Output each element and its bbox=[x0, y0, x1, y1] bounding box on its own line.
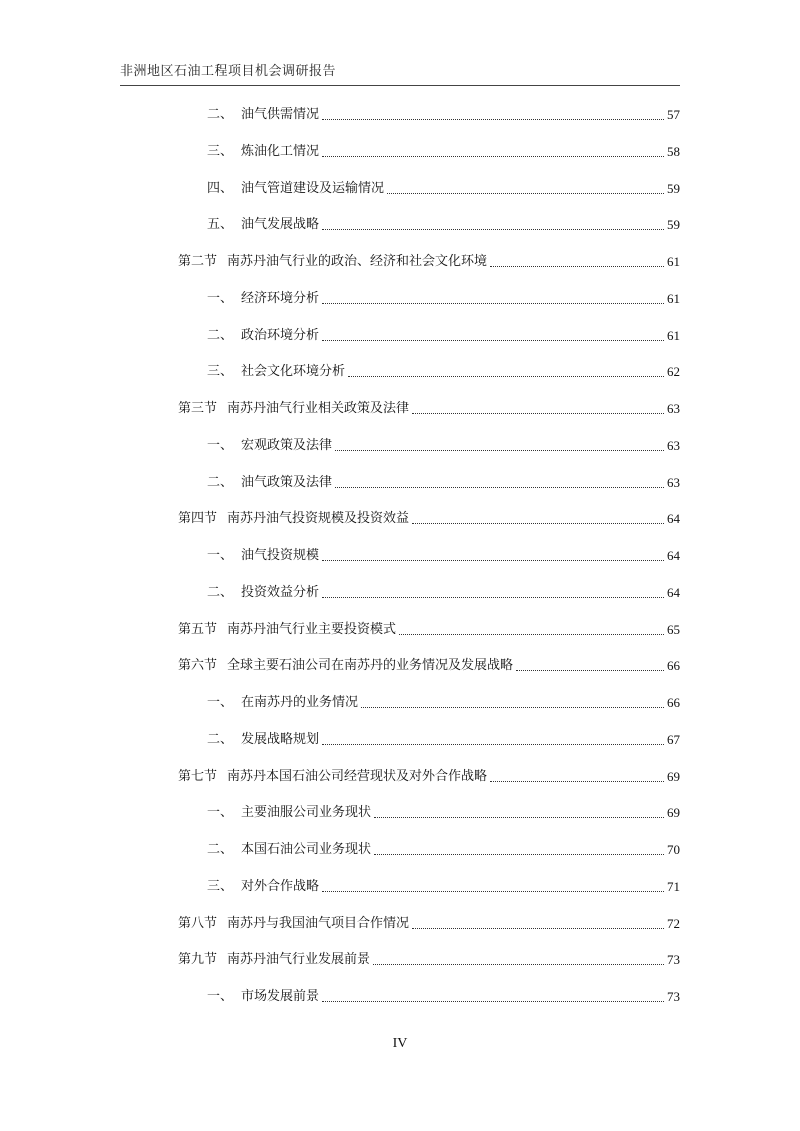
toc-dot-leader bbox=[322, 229, 664, 230]
toc-dot-leader bbox=[387, 193, 664, 194]
toc-entry-page: 59 bbox=[667, 181, 680, 196]
toc-subsection-entry[interactable] bbox=[207, 103, 680, 123]
toc-subsection-entry[interactable] bbox=[207, 691, 680, 711]
toc-subsection-entry[interactable] bbox=[207, 287, 680, 307]
toc-entry-page: 64 bbox=[667, 548, 680, 563]
toc-entry-page: 61 bbox=[667, 254, 680, 269]
toc-entry-number: 二、 bbox=[207, 585, 234, 600]
toc-section-entry[interactable] bbox=[178, 618, 680, 638]
toc-entry-title: 对外合作战略 bbox=[241, 879, 320, 894]
toc-entry-title: 油气管道建设及运输情况 bbox=[241, 181, 385, 196]
toc-entry-number: 一、 bbox=[207, 989, 234, 1004]
toc-section-entry[interactable] bbox=[178, 948, 680, 968]
toc-entry-page: 73 bbox=[667, 952, 680, 967]
toc-entry-title: 南苏丹与我国油气项目合作情况 bbox=[227, 916, 410, 931]
toc-entry-number: 三、 bbox=[207, 144, 234, 159]
toc-dot-leader bbox=[361, 707, 664, 708]
toc-entry-title: 全球主要石油公司在南苏丹的业务情况及发展战略 bbox=[227, 658, 514, 673]
toc-entry-page: 67 bbox=[667, 732, 680, 747]
toc-entry-number: 一、 bbox=[207, 695, 234, 710]
toc-entry-title: 南苏丹油气行业相关政策及法律 bbox=[227, 401, 410, 416]
toc-section-entry[interactable] bbox=[178, 250, 680, 270]
toc-section-entry[interactable] bbox=[178, 397, 680, 417]
toc-entry-title: 南苏丹油气行业发展前景 bbox=[227, 952, 371, 967]
toc-dot-leader bbox=[373, 964, 664, 965]
toc-entry-page: 62 bbox=[667, 364, 680, 379]
toc-entry-number: 第四节 bbox=[178, 511, 218, 526]
toc-entry-page: 63 bbox=[667, 401, 680, 416]
toc-entry-title: 油气发展战略 bbox=[241, 217, 320, 232]
toc-entry-title: 政治环境分析 bbox=[241, 328, 320, 343]
toc-subsection-entry[interactable] bbox=[207, 360, 680, 380]
toc-entry-number: 第九节 bbox=[178, 952, 218, 967]
toc-entry-page: 69 bbox=[667, 769, 680, 784]
toc-entry-number: 第六节 bbox=[178, 658, 218, 673]
toc-dot-leader bbox=[322, 560, 664, 561]
toc-entry-title: 南苏丹本国石油公司经营现状及对外合作战略 bbox=[227, 769, 488, 784]
toc-entry-page: 72 bbox=[667, 916, 680, 931]
toc-entry-number: 二、 bbox=[207, 328, 234, 343]
toc-entry-title: 发展战略规划 bbox=[241, 732, 320, 747]
toc-subsection-entry[interactable] bbox=[207, 544, 680, 564]
toc-entry-number: 二、 bbox=[207, 842, 234, 857]
toc-dot-leader bbox=[322, 340, 664, 341]
toc-entry-number: 二、 bbox=[207, 475, 234, 490]
toc-entry-title: 南苏丹油气行业的政治、经济和社会文化环境 bbox=[227, 254, 488, 269]
toc-entry-page: 65 bbox=[667, 622, 680, 637]
header-rule bbox=[120, 85, 680, 86]
toc-dot-leader bbox=[322, 597, 664, 598]
toc-entry-title: 炼油化工情况 bbox=[241, 144, 320, 159]
toc-entry-page: 69 bbox=[667, 805, 680, 820]
toc-entry-title: 宏观政策及法律 bbox=[241, 438, 333, 453]
toc-entry-page: 70 bbox=[667, 842, 680, 857]
toc-entry-number: 第七节 bbox=[178, 769, 218, 784]
toc-subsection-entry[interactable] bbox=[207, 213, 680, 233]
toc-entry-number: 第五节 bbox=[178, 622, 218, 637]
toc-entry-number: 三、 bbox=[207, 879, 234, 894]
toc-entry-title: 南苏丹油气投资规模及投资效益 bbox=[227, 511, 410, 526]
toc-entry-page: 63 bbox=[667, 475, 680, 490]
toc-dot-leader bbox=[374, 817, 664, 818]
toc-entry-title: 油气供需情况 bbox=[241, 107, 320, 122]
toc-section-entry[interactable] bbox=[178, 507, 680, 527]
toc-entry-page: 66 bbox=[667, 695, 680, 710]
toc-dot-leader bbox=[412, 928, 664, 929]
toc-subsection-entry[interactable] bbox=[207, 140, 680, 160]
toc-entry-page: 63 bbox=[667, 438, 680, 453]
toc-dot-leader bbox=[335, 450, 664, 451]
toc-subsection-entry[interactable] bbox=[207, 471, 680, 491]
toc-entry-number: 三、 bbox=[207, 364, 234, 379]
running-header: 非洲地区石油工程项目机会调研报告 bbox=[120, 64, 337, 79]
toc-section-entry[interactable] bbox=[178, 912, 680, 932]
toc-dot-leader bbox=[399, 634, 664, 635]
toc-dot-leader bbox=[412, 413, 664, 414]
toc-entry-page: 58 bbox=[667, 144, 680, 159]
toc-section-entry[interactable] bbox=[178, 654, 680, 674]
toc-entry-page: 59 bbox=[667, 217, 680, 232]
toc-entry-title: 社会文化环境分析 bbox=[241, 364, 346, 379]
toc-entry-page: 73 bbox=[667, 989, 680, 1004]
toc-entry-title: 主要油服公司业务现状 bbox=[241, 805, 372, 820]
toc-dot-leader bbox=[374, 854, 664, 855]
toc-subsection-entry[interactable] bbox=[207, 801, 680, 821]
toc-entry-title: 在南苏丹的业务情况 bbox=[241, 695, 359, 710]
toc-subsection-entry[interactable] bbox=[207, 434, 680, 454]
toc-subsection-entry[interactable] bbox=[207, 728, 680, 748]
toc-dot-leader bbox=[412, 523, 664, 524]
toc-entry-title: 油气投资规模 bbox=[241, 548, 320, 563]
toc-entry-number: 五、 bbox=[207, 217, 234, 232]
toc-entry-number: 二、 bbox=[207, 732, 234, 747]
toc-entry-number: 一、 bbox=[207, 438, 234, 453]
toc-entry-page: 66 bbox=[667, 658, 680, 673]
toc-entry-title: 南苏丹油气行业主要投资模式 bbox=[227, 622, 397, 637]
toc-entry-number: 第二节 bbox=[178, 254, 218, 269]
toc-subsection-entry[interactable] bbox=[207, 985, 680, 1005]
toc-entry-title: 市场发展前景 bbox=[241, 989, 320, 1004]
toc-entry-page: 61 bbox=[667, 328, 680, 343]
toc-subsection-entry[interactable] bbox=[207, 838, 680, 858]
toc-entry-page: 71 bbox=[667, 879, 680, 894]
toc-dot-leader bbox=[322, 891, 664, 892]
page-number: IV bbox=[392, 1036, 408, 1051]
toc-entry-number: 第三节 bbox=[178, 401, 218, 416]
toc-subsection-entry[interactable] bbox=[207, 581, 680, 601]
toc-entry-page: 61 bbox=[667, 291, 680, 306]
toc-dot-leader bbox=[335, 487, 664, 488]
toc-entry-title: 油气政策及法律 bbox=[241, 475, 333, 490]
toc-entry-number: 二、 bbox=[207, 107, 234, 122]
toc-entry-title: 投资效益分析 bbox=[241, 585, 320, 600]
toc-entry-number: 一、 bbox=[207, 548, 234, 563]
toc-entry-number: 四、 bbox=[207, 181, 234, 196]
toc-dot-leader bbox=[322, 156, 664, 157]
toc-dot-leader bbox=[322, 744, 664, 745]
toc-section-entry[interactable] bbox=[178, 765, 680, 785]
toc-entry-title: 经济环境分析 bbox=[241, 291, 320, 306]
toc-subsection-entry[interactable] bbox=[207, 875, 680, 895]
toc-entry-page: 57 bbox=[667, 107, 680, 122]
toc-subsection-entry[interactable] bbox=[207, 177, 680, 197]
toc-entry-number: 一、 bbox=[207, 291, 234, 306]
toc-dot-leader bbox=[322, 303, 664, 304]
toc-entry-number: 一、 bbox=[207, 805, 234, 820]
toc-dot-leader bbox=[516, 670, 664, 671]
toc-dot-leader bbox=[322, 1001, 664, 1002]
toc-entry-page: 64 bbox=[667, 511, 680, 526]
toc-entry-page: 64 bbox=[667, 585, 680, 600]
toc-dot-leader bbox=[322, 119, 664, 120]
toc-dot-leader bbox=[490, 781, 664, 782]
toc-entry-number: 第八节 bbox=[178, 916, 218, 931]
toc-dot-leader bbox=[348, 376, 664, 377]
toc-subsection-entry[interactable] bbox=[207, 324, 680, 344]
toc-entry-title: 本国石油公司业务现状 bbox=[241, 842, 372, 857]
toc-dot-leader bbox=[490, 266, 664, 267]
